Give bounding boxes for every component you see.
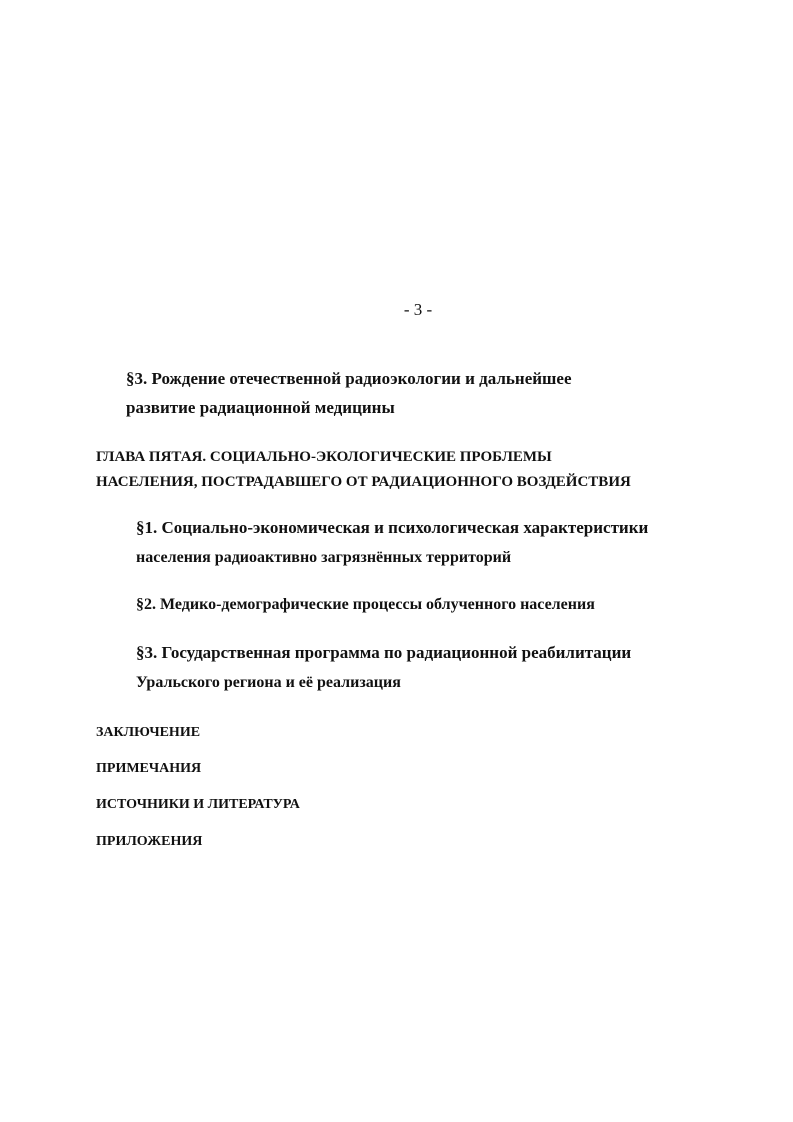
toc-entry-title-line: ПРИМЕЧАНИЯ bbox=[96, 761, 202, 776]
toc-entry-title-line: населения радиоактивно загрязнённых территорий bbox=[136, 549, 512, 566]
page-number: - 3 - bbox=[403, 300, 433, 319]
toc-entry-title-line: ИСТОЧНИКИ И ЛИТЕРАТУРА bbox=[96, 797, 300, 812]
toc-entry-title-line: §3. Рождение отечественной радиоэкологии и дальнейшее bbox=[126, 369, 572, 388]
toc-entry-title-line: НАСЕЛЕНИЯ, ПОСТРАДАВШЕГО ОТ РАДИАЦИОННОГО ВОЗДЕЙСТВИЯ bbox=[96, 474, 631, 490]
toc-entry-title-line: Уральского региона и её реализация bbox=[136, 674, 401, 691]
toc-entry-title-line: §3. Государственная программа по радиационной реабилитации bbox=[136, 643, 632, 662]
toc-entry-title-line: ЗАКЛЮЧЕНИЕ bbox=[96, 725, 201, 740]
toc-entry-title-line: ПРИЛОЖЕНИЯ bbox=[96, 834, 203, 849]
toc-entry-title-line: §2. Медико-демографические процессы облученного населения bbox=[136, 596, 595, 613]
toc-entry-title-line: развитие радиационной медицины bbox=[126, 398, 395, 417]
toc-entry-title-line: §1. Социально-экономическая и психологическая характеристики bbox=[136, 518, 649, 537]
toc-entry-title-line: ГЛАВА ПЯТАЯ. СОЦИАЛЬНО-ЭКОЛОГИЧЕСКИЕ ПРОБЛЕМЫ bbox=[96, 449, 552, 465]
